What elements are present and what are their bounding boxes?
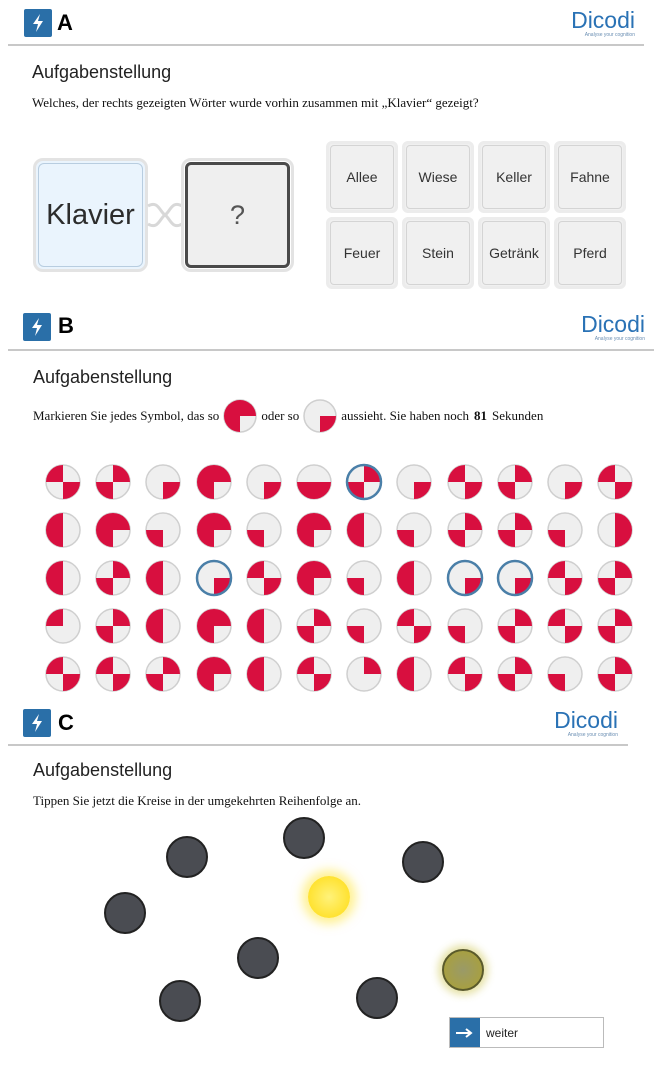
quadrant-symbol-icon: [546, 655, 584, 693]
symbol-cell[interactable]: [189, 458, 239, 506]
brand-name: Dicodi: [571, 7, 635, 33]
symbol-cell[interactable]: [289, 458, 339, 506]
task-instruction: [33, 398, 543, 434]
panel-letter-a: A: [57, 10, 73, 35]
symbol-cell[interactable]: [189, 602, 239, 650]
brand-name: Dicodi: [581, 311, 645, 337]
quadrant-symbol-icon: [446, 655, 484, 693]
quadrant-symbol-icon: [546, 559, 584, 597]
symbol-cell[interactable]: [590, 458, 640, 506]
app-lightning-icon: [24, 9, 52, 37]
word-options-grid: [326, 141, 626, 289]
quadrant-symbol-icon: [144, 511, 182, 549]
cue-word-card: [33, 158, 148, 272]
symbol-cell[interactable]: [440, 602, 490, 650]
quadrant-symbol-icon: [44, 559, 82, 597]
symbol-cell[interactable]: [540, 506, 590, 554]
symbol-cell[interactable]: [38, 602, 88, 650]
symbol-cell[interactable]: [289, 554, 339, 602]
symbol-cell[interactable]: [239, 458, 289, 506]
quadrant-symbol-icon: [295, 559, 333, 597]
quadrant-symbol-icon: [44, 511, 82, 549]
option-button[interactable]: [554, 217, 626, 289]
option-button[interactable]: [326, 217, 398, 289]
symbol-cell[interactable]: [138, 458, 188, 506]
memory-circle-dark[interactable]: [402, 841, 444, 883]
option-label: Fahne: [558, 145, 622, 209]
quadrant-symbol-icon: [144, 559, 182, 597]
symbol-cell[interactable]: [38, 506, 88, 554]
option-button[interactable]: [326, 141, 398, 213]
symbol-cell[interactable]: [590, 506, 640, 554]
next-button[interactable]: [449, 1017, 604, 1048]
option-label: Allee: [330, 145, 394, 209]
option-label: Feuer: [330, 221, 394, 285]
symbol-cell[interactable]: [440, 650, 490, 698]
option-button[interactable]: [478, 217, 550, 289]
option-label: Keller: [482, 145, 546, 209]
memory-circle-dark[interactable]: [237, 937, 279, 979]
brand-tagline: Analyse your cognition: [584, 32, 635, 38]
memory-circle-dark[interactable]: [104, 892, 146, 934]
symbol-cell[interactable]: [138, 602, 188, 650]
symbol-cell[interactable]: [38, 554, 88, 602]
symbol-cell[interactable]: [88, 602, 138, 650]
brand-tagline: Analyse your cognition: [594, 336, 645, 342]
quadrant-symbol-icon: [496, 559, 534, 597]
memory-circle-dark[interactable]: [166, 836, 208, 878]
quadrant-symbol-icon: [195, 511, 233, 549]
task-heading: Aufgabenstellung: [32, 62, 172, 82]
symbol-cell[interactable]: [540, 458, 590, 506]
brand-logo: [581, 312, 645, 342]
symbol-cell[interactable]: [590, 554, 640, 602]
symbol-cell[interactable]: [590, 650, 640, 698]
quadrant-symbol-icon: [446, 463, 484, 501]
quadrant-symbol-icon: [596, 559, 634, 597]
option-label: Stein: [406, 221, 470, 285]
quadrant-symbol-icon: [245, 463, 283, 501]
symbol-cell[interactable]: [540, 554, 590, 602]
symbol-cell[interactable]: [138, 650, 188, 698]
app-lightning-icon: [23, 709, 51, 737]
symbol-cell[interactable]: [440, 506, 490, 554]
quadrant-symbol-icon: [395, 559, 433, 597]
quadrant-symbol-icon: [546, 607, 584, 645]
quadrant-symbol-icon: [245, 607, 283, 645]
header-divider: [8, 744, 628, 746]
quadrant-symbol-icon: [546, 463, 584, 501]
task-heading: Aufgabenstellung: [33, 760, 173, 780]
quadrant-symbol-icon: [195, 655, 233, 693]
option-label: Getränk: [482, 221, 546, 285]
symbol-cell[interactable]: [189, 554, 239, 602]
quadrant-symbol-icon: [94, 655, 132, 693]
next-button-label: weiter: [486, 1025, 519, 1040]
symbol-cell[interactable]: [88, 506, 138, 554]
quadrant-symbol-icon: [195, 607, 233, 645]
symbol-cell[interactable]: [239, 602, 289, 650]
quadrant-symbol-icon: [94, 607, 132, 645]
quadrant-symbol-icon: [496, 511, 534, 549]
quadrant-symbol-icon: [596, 511, 634, 549]
option-label: Wiese: [406, 145, 470, 209]
symbol-cell[interactable]: [138, 554, 188, 602]
symbol-cell[interactable]: [440, 554, 490, 602]
quadrant-symbol-icon: [496, 607, 534, 645]
quadrant-symbol-icon: [195, 463, 233, 501]
quadrant-symbol-icon: [94, 559, 132, 597]
quadrant-symbol-icon: [144, 463, 182, 501]
quadrant-symbol-icon: [245, 559, 283, 597]
quadrant-symbol-icon: [596, 655, 634, 693]
symbol-cell[interactable]: [490, 650, 540, 698]
symbol-cell[interactable]: [189, 650, 239, 698]
quadrant-symbol-icon: [295, 511, 333, 549]
brand-name: Dicodi: [554, 707, 618, 733]
symbol-cell[interactable]: [389, 506, 439, 554]
symbol-cell[interactable]: [490, 506, 540, 554]
symbol-cell[interactable]: [490, 602, 540, 650]
quadrant-symbol-icon: [345, 511, 383, 549]
symbol-cell[interactable]: [339, 650, 389, 698]
quadrant-symbol-icon: [295, 463, 333, 501]
instruction-text: aussieht. Sie haben noch: [341, 408, 470, 423]
symbol-cell[interactable]: [389, 458, 439, 506]
brand-tagline: Analyse your cognition: [567, 732, 618, 738]
symbol-cell[interactable]: [239, 506, 289, 554]
memory-circle-fading[interactable]: [442, 949, 484, 991]
quadrant-symbol-icon: [395, 511, 433, 549]
quadrant-symbol-icon: [546, 511, 584, 549]
quadrant-symbol-icon: [195, 559, 233, 597]
header-divider: [8, 349, 654, 351]
symbol-cell[interactable]: [339, 602, 389, 650]
option-button[interactable]: [554, 141, 626, 213]
symbol-cell[interactable]: [38, 458, 88, 506]
chain-link-icon: [146, 198, 184, 232]
symbol-cell[interactable]: [339, 506, 389, 554]
symbol-cell[interactable]: [590, 602, 640, 650]
symbol-cell[interactable]: [88, 458, 138, 506]
quadrant-symbol-icon: [345, 655, 383, 693]
brand-logo: [554, 708, 618, 738]
symbol-cell[interactable]: [239, 554, 289, 602]
quadrant-symbol-icon: [345, 559, 383, 597]
quadrant-symbol-icon: [496, 655, 534, 693]
cue-word: Klavier: [38, 163, 143, 267]
quadrant-symbol-icon: [144, 655, 182, 693]
quadrant-symbol-icon: [245, 511, 283, 549]
quadrant-symbol-icon: [395, 607, 433, 645]
symbol-cell[interactable]: [540, 650, 590, 698]
target-symbol-1: [222, 398, 258, 434]
quadrant-symbol-icon: [446, 607, 484, 645]
symbol-cell[interactable]: [289, 602, 339, 650]
quadrant-symbol-icon: [44, 463, 82, 501]
quadrant-symbol-icon: [496, 463, 534, 501]
panel-letter-c: C: [58, 710, 74, 735]
quadrant-symbol-icon: [345, 463, 383, 501]
quadrant-symbol-icon: [446, 559, 484, 597]
seconds-remaining: 81: [474, 408, 488, 423]
symbol-cell[interactable]: [289, 650, 339, 698]
quadrant-symbol-icon: [245, 655, 283, 693]
quadrant-symbol-icon: [44, 655, 82, 693]
symbol-cell[interactable]: [440, 458, 490, 506]
option-button[interactable]: [402, 217, 474, 289]
option-label: Pferd: [558, 221, 622, 285]
panel-letter-b: B: [58, 313, 74, 338]
task-heading: Aufgabenstellung: [33, 367, 173, 387]
quadrant-symbol-icon: [395, 463, 433, 501]
option-button[interactable]: [402, 141, 474, 213]
target-word-card: [181, 158, 294, 272]
symbol-cell[interactable]: [239, 650, 289, 698]
quadrant-symbol-icon: [345, 607, 383, 645]
quadrant-symbol-icon: [596, 463, 634, 501]
quadrant-symbol-icon: [596, 607, 634, 645]
memory-circle-dark[interactable]: [159, 980, 201, 1022]
memory-circle-lit[interactable]: [308, 876, 350, 918]
symbol-cell[interactable]: [490, 554, 540, 602]
symbol-cell[interactable]: [88, 554, 138, 602]
symbol-cell[interactable]: [38, 650, 88, 698]
symbol-cell[interactable]: [289, 506, 339, 554]
instruction-text: Markieren Sie jedes Symbol, das so: [33, 408, 220, 423]
symbol-grid: [38, 458, 640, 698]
memory-circle-dark[interactable]: [356, 977, 398, 1019]
arrow-right-icon: [450, 1018, 480, 1047]
target-placeholder: ?: [185, 162, 290, 268]
symbol-cell[interactable]: [389, 650, 439, 698]
symbol-cell[interactable]: [389, 602, 439, 650]
quadrant-symbol-icon: [395, 655, 433, 693]
quadrant-symbol-icon: [295, 655, 333, 693]
quadrant-symbol-icon: [94, 463, 132, 501]
quadrant-symbol-icon: [144, 607, 182, 645]
app-lightning-icon: [23, 313, 51, 341]
option-button[interactable]: [478, 141, 550, 213]
quadrant-symbol-icon: [295, 607, 333, 645]
seconds-label: Sekunden: [492, 408, 544, 423]
symbol-cell[interactable]: [339, 458, 389, 506]
instruction-text: oder so: [261, 408, 300, 423]
target-symbol-2: [302, 398, 338, 434]
symbol-cell[interactable]: [540, 602, 590, 650]
header-divider: [8, 44, 644, 46]
task-instruction: Tippen Sie jetzt die Kreise in der umgekehrten Reihenfolge an.: [33, 793, 362, 808]
symbol-cell[interactable]: [189, 506, 239, 554]
symbol-cell[interactable]: [138, 506, 188, 554]
symbol-cell[interactable]: [339, 554, 389, 602]
brand-logo: [571, 8, 635, 38]
quadrant-symbol-icon: [446, 511, 484, 549]
quadrant-symbol-icon: [44, 607, 82, 645]
symbol-cell[interactable]: [490, 458, 540, 506]
symbol-cell[interactable]: [389, 554, 439, 602]
quadrant-symbol-icon: [94, 511, 132, 549]
memory-circle-dark[interactable]: [283, 817, 325, 859]
task-instruction: Welches, der rechts gezeigten Wörter wurde vorhin zusammen mit „Klavier“ gezeigt?: [32, 95, 479, 110]
symbol-cell[interactable]: [88, 650, 138, 698]
